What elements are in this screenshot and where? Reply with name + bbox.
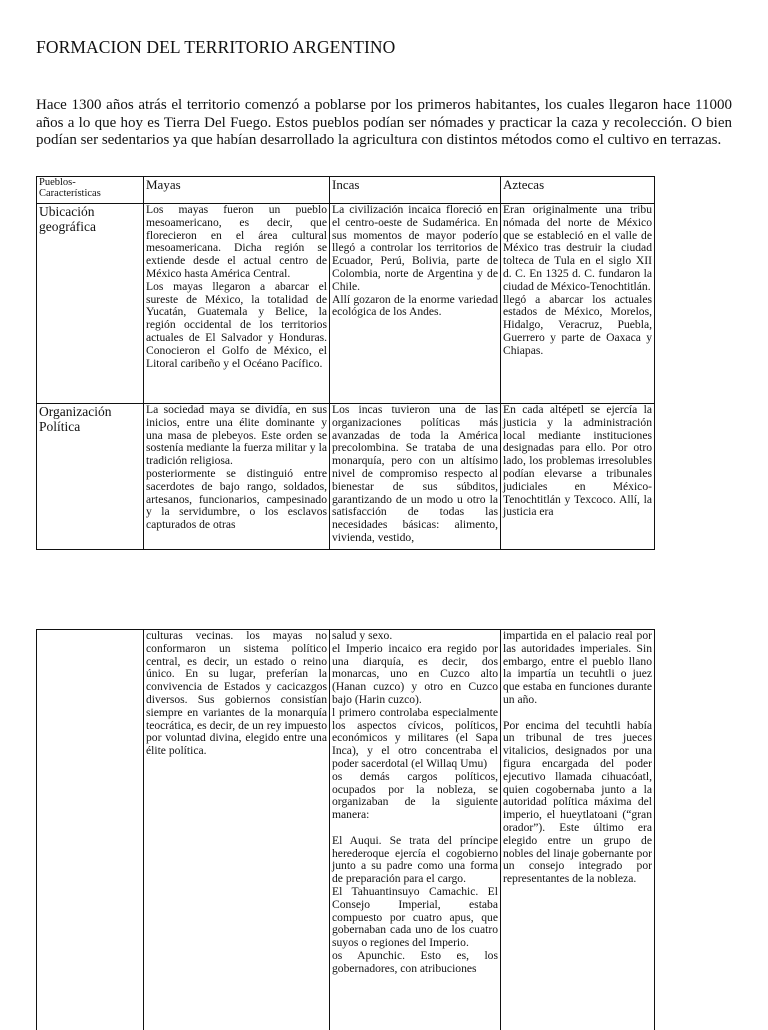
table-row: [37, 404, 655, 550]
header-mayas: Mayas: [144, 177, 330, 204]
row-label-organizacion: Organización Política: [37, 404, 144, 550]
table-header-row: [37, 177, 655, 204]
row-label-ubicacion: Ubicación geográfica: [37, 204, 144, 404]
cell-aztecas-continued: impartida en el palacio real por las autoridades imperiales. Sin embargo, entre el pueblo llano la impartía un tecuhtli o juez que estaba en funciones durante un año. Por encima del tecuhtli había un tribunal de tres jueces vitalicios, designados por una figura encargada del poder ejecutivo llamada cihuacóatl, quien cogobernaba junto a la autoridad política máxima del imperio, el hueytlatoani (“gran orador”). Este último era elegido entre un grupo de nobles del linaje gobernante por un consejo integrado por representantes de la nobleza.: [501, 630, 655, 1030]
header-incas: Incas: [330, 177, 501, 204]
header-aztecas: Aztecas: [501, 177, 655, 204]
intro-paragraph: Hace 1300 años atrás el territorio comenzó a poblarse por los primeros habitantes, los cuales llegaron hace 11000 años a lo que hoy es Tierra Del Fuego. Estos pueblos podían ser nómades y practicar la caza y recolección. O bien podían ser sedentarios ya que habían desarrollado la agricultura con distintos métodos como el cultivo en terrazas.: [36, 97, 732, 148]
cell-mayas-continued: culturas vecinas. los mayas no conformaron un sistema político central, es decir, un estado o reino único. En su lugar, preferían la convivencia de Estados y cacicazgos diversos. Sus gobiernos consistían siempre en variantes de la monarquía teocrática, es decir, de un rey impuesto por voluntad divina, elegido entre una élite política.: [144, 630, 330, 1030]
cell-incas-ubicacion: La civilización incaica floreció en el centro-oeste de Sudamérica. En sus momentos de mayor poderío llegó a controlar los territorios de Ecuador, Perú, Bolivia, parte de Colombia, norte de Argentina y de Chile. Allí gozaron de la enorme variedad ecológica de los Andes.: [330, 204, 501, 404]
document-title: FORMACION DEL TERRITORIO ARGENTINO: [36, 37, 396, 57]
empty-label-cell: [37, 630, 144, 1030]
cell-mayas-organizacion: La sociedad maya se dividía, en sus inicios, entre una élite dominante y una masa de plebeyos. Este orden se sostenía mediante la fuerza militar y la tradición religiosa. posteriormente se distinguió entre sacerdotes de bajo rango, soldados, artesanos, funcionarios, campesinado y la servidumbre, o los esclavos capturados de otras: [144, 404, 330, 550]
cell-incas-continued: salud y sexo. el Imperio incaico era regido por una diarquía, es decir, dos monarcas, uno en Cuzco alto (Hanan cuzco) y otro en Cuzco bajo (Harin cuzco). l primero controlaba especialmente los aspectos cívicos, políticos, económicos y militares (el Sapa Inca), y el otro concentraba el poder sacerdotal (el Willaq Umu) os demás cargos políticos, ocupados por la nobleza, se organizaban de la siguiente manera: El Auqui. Se trata del príncipe herederoque ejercía el cogobierno junto a su padre como una forma de preparación para el cargo. El Tahuantinsuyo Camachic. El Consejo Imperial, estaba compuesto por cuatro apus, que gobernaban cada uno de los cuatro suyos o regiones del Imperio. os Apunchic. Esto es, los gobernadores, con atribuciones: [330, 630, 501, 1030]
table-row: [37, 204, 655, 404]
table-row: [37, 630, 655, 1030]
cell-mayas-ubicacion: Los mayas fueron un pueblo mesoamericano, es decir, que florecieron en el área cultural mesoamericana. Dicha región se extiende desde el actual centro de México hasta América Central. Los mayas llegaron a abarcar el sureste de México, la totalidad de Yucatán, Guatemala y Belice, la región occidental de los territorios actuales de El Salvador y Honduras. Conocieron el Golfo de México, el Litoral caribeño y el Océano Pacífico.: [144, 204, 330, 404]
cell-aztecas-organizacion: En cada altépetl se ejercía la justicia y la administración local mediante instituciones designadas para ello. Por otro lado, los problemas irresolubles podían elevarse a tribunales judiciales en México-Tenochtitlán y Texcoco. Allí, la justicia era: [501, 404, 655, 550]
cell-aztecas-ubicacion: Eran originalmente una tribu nómada del norte de México que se estableció en el valle de México tras destruir la ciudad tolteca de Tula en el siglo XII d. C. En 1325 d. C. fundaron la ciudad de México-Tenochtitlán. llegó a abarcar los actuales estados de México, Morelos, Hidalgo, Veracruz, Puebla, Guerrero y parte de Oaxaca y Chiapas.: [501, 204, 655, 404]
cell-incas-organizacion: Los incas tuvieron una de las organizaciones políticas más avanzadas de toda la América precolombina. Se trataba de una monarquía, pero con un altísimo nivel de compromiso respecto al bienestar de sus súbditos, garantizando de un modo u otro la satisfacción de todas las necesidades básicas: alimento, vivienda, vestido,: [330, 404, 501, 550]
header-pueblos-caracteristicas: Pueblos- Características: [37, 177, 144, 204]
comparison-table: [36, 176, 655, 550]
comparison-table-continued: [36, 629, 655, 1030]
